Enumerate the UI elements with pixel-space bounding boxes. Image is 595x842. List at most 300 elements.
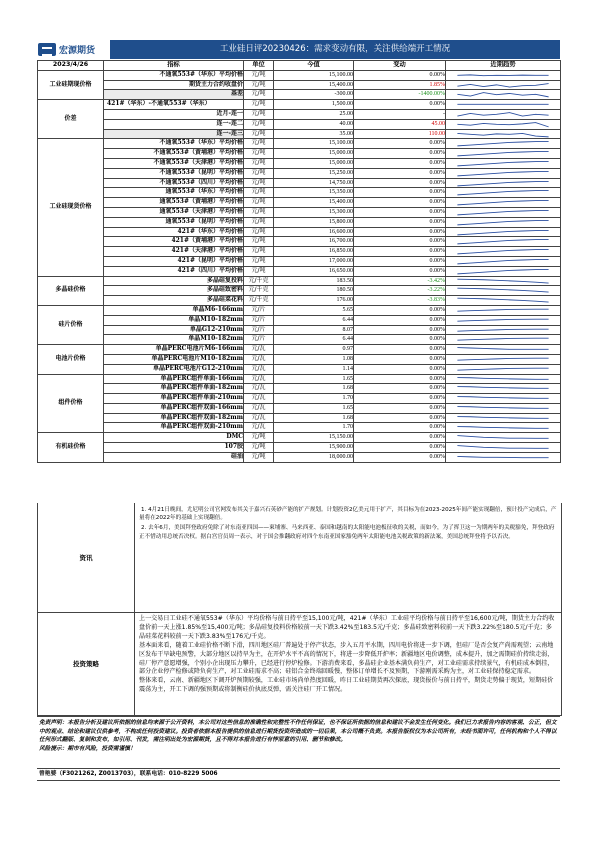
trend-sparkline <box>446 355 560 364</box>
change-cell: 0.00% <box>354 452 446 462</box>
trend-sparkline <box>446 81 560 90</box>
table-row <box>38 129 561 139</box>
trend-cell <box>446 374 561 384</box>
news-section <box>37 503 562 613</box>
trend-cell <box>446 149 561 159</box>
trend-line <box>457 161 548 165</box>
unit-cell: 元/瓦 <box>244 423 274 433</box>
trend-cell <box>446 256 561 266</box>
change-cell: 0.00% <box>354 305 446 315</box>
unit-cell: 元/片 <box>244 305 274 315</box>
trend-cell <box>446 80 561 90</box>
header-unit: 单位 <box>244 61 274 71</box>
value-cell: 1.65 <box>274 403 354 413</box>
unit-cell: 元/吨 <box>244 139 274 149</box>
category-cell: 多晶硅价格 <box>38 276 104 305</box>
unit-cell: 元/吨 <box>244 119 274 129</box>
value-cell: 8.07 <box>274 325 354 335</box>
value-cell: 40.00 <box>274 119 354 129</box>
trend-cell <box>446 423 561 433</box>
unit-cell: 元/千克 <box>244 296 274 306</box>
contact-text: 曾艳婆（F3021262, Z0013703），联系电话：010-8229 5006 <box>39 771 218 777</box>
price-table <box>37 60 561 463</box>
indicator-cell: 单晶PERC电池片M6-166mm <box>104 345 244 355</box>
table-row <box>38 198 561 208</box>
trend-sparkline <box>446 365 560 374</box>
table-row <box>38 217 561 227</box>
unit-cell: 元/吨 <box>244 266 274 276</box>
table-row <box>38 433 561 443</box>
indicator-cell: 单晶PERC电池片M10-182mm <box>104 354 244 364</box>
unit-cell: 元/吨 <box>244 433 274 443</box>
table-row <box>38 374 561 384</box>
header-value: 今值 <box>274 61 354 71</box>
trend-cell <box>446 443 561 453</box>
value-cell: 1,500.00 <box>274 100 354 110</box>
value-cell: 15,000.00 <box>274 149 354 159</box>
trend-sparkline <box>446 247 560 256</box>
change-cell: 0.00% <box>354 178 446 188</box>
table-row <box>38 403 561 413</box>
indicator-cell: 421#（黄埔港）平均价格 <box>104 237 244 247</box>
indicator-cell: 107胶 <box>104 443 244 453</box>
table-row <box>38 325 561 335</box>
unit-cell: 元/瓦 <box>244 364 274 374</box>
change-cell: -3.22% <box>354 286 446 296</box>
change-cell: -3.83% <box>354 296 446 306</box>
indicator-cell: 单晶G12-210mm <box>104 325 244 335</box>
unit-cell: 元/吨 <box>244 168 274 178</box>
unit-cell: 元/瓦 <box>244 354 274 364</box>
risk-warning: 风险提示：期市有风险，投资需谨慎！ <box>39 745 136 752</box>
table-row <box>38 345 561 355</box>
trend-line <box>457 377 548 379</box>
value-cell: 1.68 <box>274 384 354 394</box>
trend-cell <box>446 305 561 315</box>
table-row <box>38 90 561 100</box>
trend-line <box>457 201 548 205</box>
category-cell: 工业硅现货价格 <box>38 139 104 276</box>
table-row <box>38 149 561 159</box>
trend-cell <box>446 276 561 286</box>
unit-cell: 元/吨 <box>244 109 274 119</box>
trend-cell <box>446 198 561 208</box>
value-cell: 15,100.00 <box>274 139 354 149</box>
table-row <box>38 286 561 296</box>
trend-cell <box>446 188 561 198</box>
trend-cell <box>446 364 561 374</box>
unit-cell: 元/吨 <box>244 227 274 237</box>
trend-line <box>457 142 548 146</box>
table-row <box>38 119 561 129</box>
indicator-cell: DMC <box>104 433 244 443</box>
trend-cell <box>446 109 561 119</box>
trend-cell <box>446 296 561 306</box>
value-cell: 5.65 <box>274 305 354 315</box>
category-cell: 价差 <box>38 100 104 139</box>
change-cell: 0.00% <box>354 384 446 394</box>
trend-sparkline <box>446 316 560 325</box>
change-cell: -1400.00% <box>354 90 446 100</box>
unit-cell: 元/吨 <box>244 158 274 168</box>
strategy-body <box>139 615 558 695</box>
unit-cell: 元/吨 <box>244 90 274 100</box>
change-cell: 0.00% <box>354 266 446 276</box>
change-cell: 0.00% <box>354 413 446 423</box>
value-cell: 15,350.00 <box>274 188 354 198</box>
change-cell: 0.00% <box>354 443 446 453</box>
change-cell: 45.00 <box>354 119 446 129</box>
trend-cell <box>446 217 561 227</box>
value-cell: 1.70 <box>274 394 354 404</box>
change-cell: 0.00% <box>354 394 446 404</box>
trend-line <box>457 368 548 370</box>
table-row <box>38 443 561 453</box>
table-row <box>38 227 561 237</box>
change-cell: 0.00% <box>354 168 446 178</box>
unit-cell: 元/瓦 <box>244 403 274 413</box>
trend-sparkline <box>446 414 560 423</box>
trend-cell <box>446 413 561 423</box>
indicator-cell: 不通氧553#（华东）平均价格 <box>104 139 244 149</box>
trend-sparkline <box>446 169 560 178</box>
indicator-cell: 单晶PERC组件双面-210mm <box>104 423 244 433</box>
unit-cell: 元/瓦 <box>244 413 274 423</box>
indicator-cell: 不通氧553#（四川）平均价格 <box>104 178 244 188</box>
header-change: 变动 <box>354 61 446 71</box>
trend-cell <box>446 286 561 296</box>
table-row <box>38 315 561 325</box>
trend-sparkline <box>446 384 560 393</box>
change-cell: 0.00% <box>354 70 446 80</box>
value-cell: 6.44 <box>274 335 354 345</box>
header-date: 2023/4/26 <box>38 61 104 71</box>
unit-cell: 元/吨 <box>244 247 274 257</box>
unit-cell: 元/千克 <box>244 276 274 286</box>
trend-cell <box>446 433 561 443</box>
value-cell: 16,850.00 <box>274 247 354 257</box>
indicator-cell: 单晶M10-182mm <box>104 315 244 325</box>
value-cell: 1.08 <box>274 354 354 364</box>
trend-line <box>457 279 548 283</box>
analyst-contact <box>37 768 560 781</box>
trend-cell <box>446 237 561 247</box>
unit-cell: 元/吨 <box>244 100 274 110</box>
indicator-cell: 连一-连二 <box>104 119 244 129</box>
trend-line <box>457 181 548 185</box>
indicator-cell: 多晶硅复投料 <box>104 276 244 286</box>
table-row <box>38 168 561 178</box>
trend-line <box>457 298 548 302</box>
table-row <box>38 207 561 217</box>
table-row <box>38 354 561 364</box>
trend-line <box>457 83 548 86</box>
value-cell: 15,300.00 <box>274 207 354 217</box>
trend-line <box>457 259 548 263</box>
trend-sparkline <box>446 424 560 433</box>
unit-cell: 元/瓦 <box>244 374 274 384</box>
change-cell: 0.00% <box>354 354 446 364</box>
trend-line <box>457 348 548 350</box>
value-cell: 18,000.00 <box>274 452 354 462</box>
unit-cell: 元/吨 <box>244 443 274 453</box>
trend-line <box>457 191 548 195</box>
trend-line <box>457 240 548 244</box>
company-logo <box>37 40 107 59</box>
news-item: 1. 4月21日晚间，尤尼明公司官网发布其关于嘉兴石英砂产能的扩产规划。计划投资2亿美元用于扩产，其目标为在2023-2025年间产能实现翻倍，预计投产完成后，产量将在2022年的基础上实现翻倍。 <box>139 507 557 522</box>
trend-line <box>457 407 548 409</box>
table-row <box>38 413 561 423</box>
change-cell: 0.00% <box>354 325 446 335</box>
news-body <box>139 506 557 543</box>
trend-sparkline <box>446 267 560 276</box>
indicator-cell: 421#（天津港）平均价格 <box>104 247 244 257</box>
trend-line <box>457 152 548 156</box>
unit-cell: 元/千克 <box>244 286 274 296</box>
value-cell: 16,650.00 <box>274 266 354 276</box>
strategy-paragraph: 上一交易日工业硅不通氧553#（华东）平均价格与前日持平至15,100元/吨，421#（华东）工业硅平均价格与前日持平至16,600元/吨，期货主力合约收盘价前一天上涨1.85%至15,400元/吨；多晶硅复投料价格较前一天下跌3.42%至183.5元/千克；多晶硅致密料较前一天下跌3.22%至180.5元/千克；多晶硅菜花料较前一天下跌3.83%至176元/千克。 <box>139 615 555 640</box>
trend-cell <box>446 100 561 110</box>
change-cell: 0.00% <box>354 207 446 217</box>
trend-cell <box>446 70 561 80</box>
change-cell: 0.00% <box>354 158 446 168</box>
table-row <box>38 394 561 404</box>
trend-sparkline <box>446 130 560 139</box>
trend-sparkline <box>446 149 560 158</box>
change-cell: 0.00% <box>354 364 446 374</box>
value-cell: 15,000.00 <box>274 158 354 168</box>
report-title: 工业硅日评20230426：需求变动有限，关注供给端开工情况 <box>110 40 560 59</box>
change-cell: 0.00% <box>354 403 446 413</box>
value-cell: 15,900.00 <box>274 443 354 453</box>
trend-line <box>457 329 548 331</box>
trend-sparkline <box>446 198 560 207</box>
trend-sparkline <box>446 375 560 384</box>
trend-line <box>457 319 548 321</box>
unit-cell: 元/吨 <box>244 70 274 80</box>
table-row <box>38 384 561 394</box>
indicator-cell: 单晶PERC组件双面-182mm <box>104 413 244 423</box>
value-cell: 1.14 <box>274 364 354 374</box>
category-cell: 电池片价格 <box>38 345 104 374</box>
trend-line <box>457 122 548 126</box>
trend-sparkline <box>446 139 560 148</box>
trend-sparkline <box>446 404 560 413</box>
trend-line <box>457 397 548 399</box>
value-cell: 1.65 <box>274 374 354 384</box>
indicator-cell: 通氧553#（黄埔港）平均价格 <box>104 198 244 208</box>
unit-cell: 元/片 <box>244 315 274 325</box>
table-row <box>38 266 561 276</box>
trend-line <box>457 456 548 457</box>
trend-cell <box>446 452 561 462</box>
trend-sparkline <box>446 277 560 286</box>
change-cell: 0.00% <box>354 227 446 237</box>
news-item: 2. 去年6月，美国拜登政府免除了对东南亚四国——柬埔寨、马来西亚、泰国和越南的太阳能电池板征收的关税，而如今，为了挥卫这一为期两年的关税豁免，拜登政府正不惜动用总统否决权。据白宫官员周一表示，对于国会推翻政府对四个东南亚国家豁免两年太阳能电池关税政策的新法案，美国总统拜登将予以否决。 <box>139 525 555 540</box>
disclaimer-text: 免责声明：本报告分析及建议所依据的信息均来源于公开资料，本公司对这些信息的准确性和完整性不作任何保证，也不保证所依据的信息和建议不会发生任何变化。我们已力求报告内容的客观、公正，但文中的观点、结论和建议仅供参考，不构成任何投资建议。投资者依据本报告提供的信息进行期货投资所造成的一切后果，本公司概不负责。本报告版权仅为本公司所有，未经书面许可，任何机构和个人不得以任何形式翻版、复制和发布，如引用、刊发，需注明出处为宏源期货，且不得对本报告进行有悖原意的引用、删节和修改。 <box>39 720 557 744</box>
value-cell: 25.00 <box>274 109 354 119</box>
indicator-cell: 单晶PERC组件单面-166mm <box>104 374 244 384</box>
change-cell: 0.00% <box>354 256 446 266</box>
indicator-cell: 421#（华东）-不通氧553#（华东） <box>104 100 244 110</box>
trend-cell <box>446 266 561 276</box>
trend-cell <box>446 207 561 217</box>
trend-sparkline <box>446 306 560 315</box>
change-cell: 0.00% <box>354 423 446 433</box>
indicator-cell: 连一-连三 <box>104 129 244 139</box>
trend-line <box>457 113 548 116</box>
table-row <box>38 247 561 257</box>
table-row <box>38 276 561 286</box>
table-row <box>38 305 561 315</box>
unit-cell: 元/吨 <box>244 452 274 462</box>
unit-cell: 元/吨 <box>244 217 274 227</box>
strategy-category: 投资策略 <box>38 612 135 715</box>
trend-sparkline <box>446 335 560 344</box>
value-cell: 14,750.00 <box>274 178 354 188</box>
category-cell: 组件价格 <box>38 374 104 433</box>
table-row <box>38 178 561 188</box>
change-cell: 0.00% <box>354 149 446 159</box>
change-cell: 0.00% <box>354 315 446 325</box>
table-row <box>38 70 561 80</box>
trend-sparkline <box>446 394 560 403</box>
trend-sparkline <box>446 120 560 129</box>
table-row <box>38 452 561 462</box>
value-cell: 176.00 <box>274 296 354 306</box>
trend-sparkline <box>446 326 560 335</box>
indicator-cell: 多晶硅致密料 <box>104 286 244 296</box>
table-row <box>38 80 561 90</box>
value-cell: 15,150.00 <box>274 433 354 443</box>
indicator-cell: 单晶PERC组件双面-166mm <box>104 403 244 413</box>
trend-sparkline <box>446 433 560 442</box>
trend-cell <box>446 139 561 149</box>
trend-sparkline <box>446 188 560 197</box>
header-trend: 近期趋势 <box>446 61 561 71</box>
logo-icon <box>38 43 56 56</box>
disclaimer <box>37 716 560 769</box>
table-row <box>38 335 561 345</box>
value-cell: 15,400.00 <box>274 80 354 90</box>
trend-cell <box>446 247 561 257</box>
trend-sparkline <box>446 110 560 119</box>
trend-cell <box>446 227 561 237</box>
trend-cell <box>446 384 561 394</box>
table-row <box>38 188 561 198</box>
change-cell: -3.42% <box>354 276 446 286</box>
trend-line <box>457 436 548 439</box>
value-cell: 0.97 <box>274 345 354 355</box>
report-header <box>37 40 560 59</box>
trend-sparkline <box>446 453 560 462</box>
indicator-cell: 421#（昆明）平均价格 <box>104 256 244 266</box>
trend-cell <box>446 119 561 129</box>
value-cell: 15,400.00 <box>274 198 354 208</box>
change-cell: 0.00% <box>354 198 446 208</box>
table-body <box>38 70 561 462</box>
indicator-cell: 近月-连一 <box>104 109 244 119</box>
trend-sparkline <box>446 237 560 246</box>
trend-line <box>457 133 548 136</box>
trend-cell <box>446 168 561 178</box>
indicator-cell: 通氧553#（昆明）平均价格 <box>104 217 244 227</box>
category-cell: 有机硅价格 <box>38 433 104 462</box>
unit-cell: 元/吨 <box>244 207 274 217</box>
change-cell: 110.00 <box>354 129 446 139</box>
trend-line <box>457 250 548 254</box>
indicator-cell: 单晶PERC电池片G12-210mm <box>104 364 244 374</box>
table-row <box>38 158 561 168</box>
unit-cell: 元/吨 <box>244 129 274 139</box>
trend-cell <box>446 90 561 100</box>
trend-sparkline <box>446 296 560 305</box>
table-row <box>38 109 561 119</box>
table-row <box>38 423 561 433</box>
trend-cell <box>446 345 561 355</box>
trend-sparkline <box>446 100 560 109</box>
indicator-cell: 单晶PERC组件单面-182mm <box>104 384 244 394</box>
table-row <box>38 256 561 266</box>
value-cell: 15,250.00 <box>274 168 354 178</box>
indicator-cell: 通氧553#（天津港）平均价格 <box>104 207 244 217</box>
header-indicator: 指标 <box>104 61 244 71</box>
indicator-cell: 硅油 <box>104 452 244 462</box>
trend-line <box>457 309 548 311</box>
trend-line <box>457 426 548 428</box>
table-row <box>38 139 561 149</box>
change-cell: 0.00% <box>354 345 446 355</box>
trend-cell <box>446 129 561 139</box>
trend-sparkline <box>446 443 560 452</box>
indicator-cell: 基差 <box>104 90 244 100</box>
trend-sparkline <box>446 286 560 295</box>
logo-text: 宏源期货 <box>59 46 96 56</box>
trend-sparkline <box>446 228 560 237</box>
trend-sparkline <box>446 257 560 266</box>
table-row <box>38 364 561 374</box>
unit-cell: 元/片 <box>244 335 274 345</box>
indicator-cell: 不通氧553#（天津港）平均价格 <box>104 158 244 168</box>
trend-line <box>457 387 548 389</box>
indicator-cell: 不通氧553#（黄埔港）平均价格 <box>104 149 244 159</box>
trend-sparkline <box>446 179 560 188</box>
indicator-cell: 421#（四川）平均价格 <box>104 266 244 276</box>
trend-line <box>457 358 548 360</box>
value-cell: 1.68 <box>274 413 354 423</box>
change-cell: 1.85% <box>354 80 446 90</box>
trend-cell <box>446 354 561 364</box>
trend-cell <box>446 335 561 345</box>
trend-cell <box>446 158 561 168</box>
trend-cell <box>446 325 561 335</box>
unit-cell: 元/吨 <box>244 198 274 208</box>
trend-cell <box>446 178 561 188</box>
change-cell: 0.00% <box>354 374 446 384</box>
change-cell: 0.00% <box>354 139 446 149</box>
value-cell: 16,600.00 <box>274 227 354 237</box>
table-row <box>38 237 561 247</box>
change-cell: 0.00% <box>354 100 446 110</box>
unit-cell: 元/瓦 <box>244 345 274 355</box>
category-cell: 硅片价格 <box>38 305 104 344</box>
value-cell: 15,100.00 <box>274 70 354 80</box>
change-cell: - <box>354 109 446 119</box>
trend-line <box>457 269 548 273</box>
trend-line <box>457 93 548 97</box>
unit-cell: 元/瓦 <box>244 384 274 394</box>
change-cell: 0.00% <box>354 433 446 443</box>
